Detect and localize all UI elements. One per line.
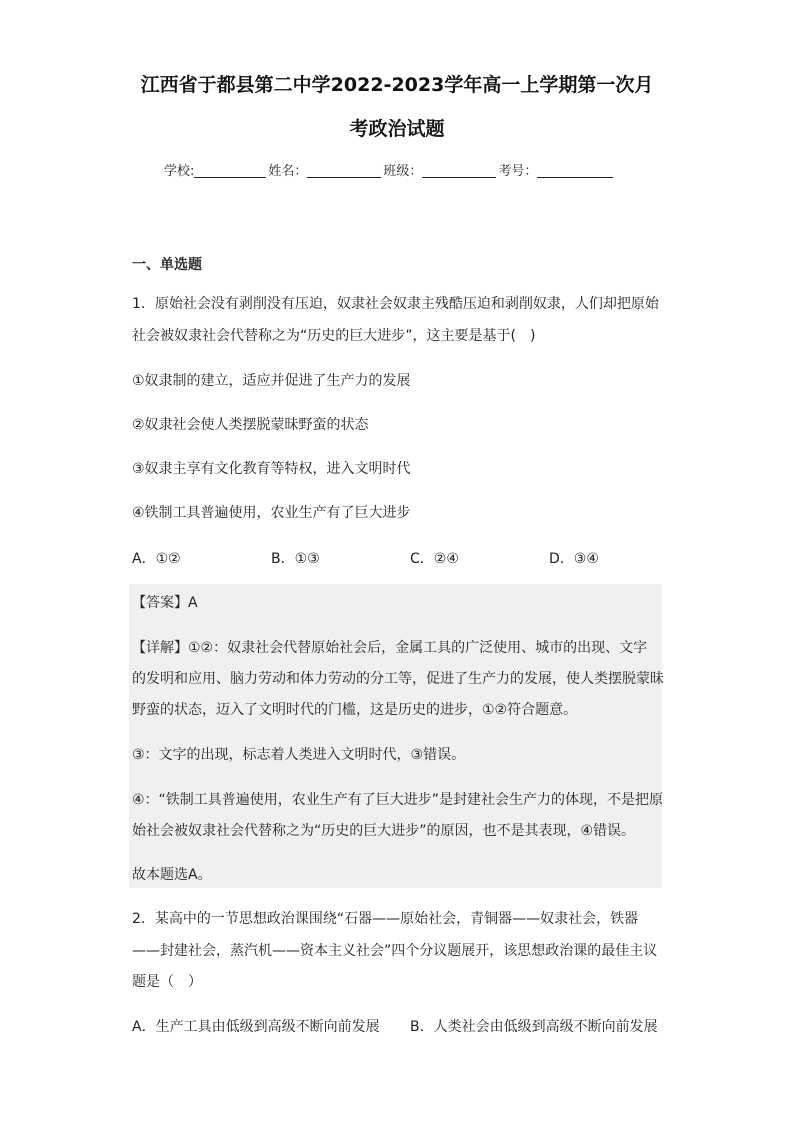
q1-item-4: ④铁制工具普遍使用，农业生产有了巨大进步 xyxy=(132,505,411,521)
q2-stem-line1: 2．某高中的一节思想政治课围绕“石器——原始社会，青铜器——奴隶社会，铁器 xyxy=(132,911,639,927)
class-blank[interactable] xyxy=(422,163,496,178)
q2-option-a[interactable]: A．生产工具由低级到高级不断向前发展 xyxy=(132,1019,380,1035)
q2-option-b[interactable]: B．人类社会由低级到高级不断向前发展 xyxy=(410,1019,658,1035)
q1-option-b[interactable]: B．①③ xyxy=(271,551,320,567)
q1-answer: 【答案】A xyxy=(132,595,198,611)
number-label: 考号： xyxy=(498,164,538,179)
q1-detail-line3: 野蛮的状态，迈入了文明时代的门槛，这是历史的进步，①②符合题意。 xyxy=(132,702,578,718)
q1-stem-line2: 社会被奴隶社会代替称之为“历史的巨大进步”，这主要是基于( ) xyxy=(132,328,536,344)
q1-item-2: ②奴隶社会使人类摆脱蒙昧野蛮的状态 xyxy=(132,417,369,433)
q1-option-c[interactable]: C．②④ xyxy=(410,551,459,567)
number-blank[interactable] xyxy=(537,163,613,178)
class-label: 班级： xyxy=(383,164,423,179)
q1-detail-line4: ③：文字的出现，标志着人类进入文明时代，③错误。 xyxy=(132,747,466,763)
student-info-row xyxy=(164,160,615,179)
exam-title-line1: 江西省于都县第二中学2022-2023学年高一上学期第一次月 xyxy=(140,74,654,96)
school-label: 学校: xyxy=(164,164,195,179)
name-blank[interactable] xyxy=(307,163,381,178)
q1-detail-line7: 故本题选A。 xyxy=(132,867,212,883)
q2-stem-line2: ——封建社会，蒸汽机——资本主义社会”四个分议题展开，该思想政治课的最佳主议 xyxy=(132,943,658,959)
section-heading: 一、单选题 xyxy=(132,257,202,273)
answer-explanation-box xyxy=(129,584,662,888)
q1-option-a[interactable]: A．①② xyxy=(132,551,181,567)
q1-option-d[interactable]: D．③④ xyxy=(549,551,599,567)
q1-stem-line1: 1．原始社会没有剥削没有压迫，奴隶社会奴隶主残酷压迫和剥削奴隶，人们却把原始 xyxy=(132,296,659,312)
q1-detail-line1: 【详解】①②：奴隶社会代替原始社会后，金属工具的广泛使用、城市的出现、文字 xyxy=(132,640,648,656)
exam-title-line2: 考政治试题 xyxy=(349,118,445,140)
school-blank[interactable] xyxy=(194,163,266,178)
q1-item-1: ①奴隶制的建立，适应并促进了生产力的发展 xyxy=(132,373,411,389)
q1-item-3: ③奴隶主享有文化教育等特权，进入文明时代 xyxy=(132,461,411,477)
name-label: 姓名： xyxy=(268,164,308,179)
q1-detail-line5: ④：“铁制工具普遍使用，农业生产有了巨大进步”是封建社会生产力的体现，不是把原 xyxy=(132,792,664,808)
q2-stem-line3: 题是（ ） xyxy=(132,974,202,990)
q1-detail-line2: 的发明和应用、脑力劳动和体力劳动的分工等，促进了生产力的发展，使人类摆脱蒙昧 xyxy=(132,671,664,687)
q1-detail-line6: 始社会被奴隶社会代替称之为“历史的巨大进步”的原因，也不是其表现，④错误。 xyxy=(132,823,636,839)
